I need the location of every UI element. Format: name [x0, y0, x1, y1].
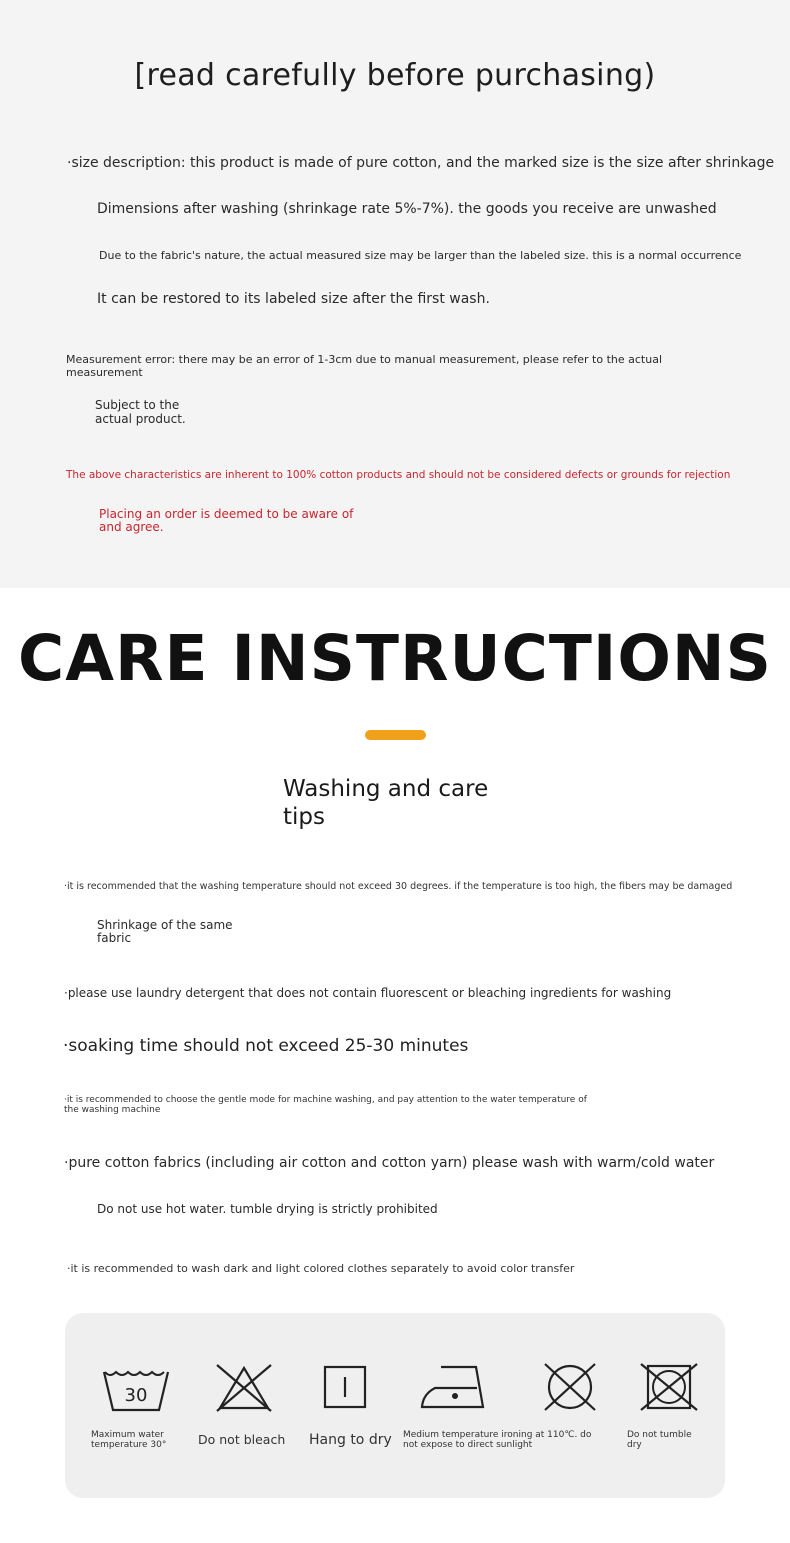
no-tumble-dry-label: Do not tumble dry [627, 1430, 692, 1450]
tip-temperature: ·it is recommended that the washing temperature should not exceed 30 degrees. if the temperature is too high, the fibers may be damaged [64, 881, 733, 892]
care-instructions-title: CARE INSTRUCTIONS [18, 622, 772, 695]
wash-30-icon [102, 1368, 170, 1414]
no-dryclean-icon [540, 1362, 600, 1412]
tip-shrinkage: Shrinkage of the same fabric [97, 918, 233, 945]
tip-hot-water: Do not use hot water. tumble drying is strictly prohibited [97, 1202, 438, 1216]
care-subtitle: Washing and care tips [283, 776, 489, 830]
tip-gentle-mode: ·it is recommended to choose the gentle mode for machine washing, and pay attention to the water temperature of the washing machine [64, 1095, 587, 1115]
no-bleach-icon [213, 1362, 275, 1414]
wash-temperature-number: 30 [124, 1385, 148, 1406]
iron-medium-label: Medium temperature ironing at 110℃. do not expose to direct sunlight [403, 1430, 592, 1450]
accent-bar [365, 730, 426, 740]
subject-to-text: Subject to the actual product. [95, 398, 186, 426]
fabric-nature-text: Due to the fabric's nature, the actual measured size may be larger than the labeled size. this is a normal occurrence [99, 249, 742, 262]
iron-medium-icon [419, 1362, 489, 1412]
inherent-characteristics-text: The above characteristics are inherent to 100% cotton products and should not be considered defects or grounds for rejection [66, 469, 731, 481]
tip-dark-light: ·it is recommended to wash dark and light colored clothes separately to avoid color transfer [67, 1262, 575, 1275]
dimensions-text: Dimensions after washing (shrinkage rate 5%-7%). the goods you receive are unwashed [97, 201, 717, 217]
size-description: ·size description: this product is made of pure cotton, and the marked size is the size after shrinkage [67, 155, 775, 171]
no-tumble-dry-icon [640, 1363, 698, 1411]
tip-detergent: ·please use laundry detergent that does not contain fluorescent or bleaching ingredients for washing [64, 986, 672, 1000]
hang-dry-icon [322, 1364, 368, 1410]
restored-text: It can be restored to its labeled size after the first wash. [97, 291, 490, 307]
no-bleach-label: Do not bleach [198, 1432, 286, 1447]
placing-order-text: Placing an order is deemed to be aware of and agree. [99, 507, 354, 534]
measurement-error-text: Measurement error: there may be an error of 1-3cm due to manual measurement, please refer to the actual measurement [66, 353, 663, 379]
tip-soaking: ·soaking time should not exceed 25-30 minutes [63, 1036, 469, 1056]
hang-dry-label: Hang to dry [309, 1432, 392, 1448]
wash-30-label: Maximum water temperature 30° [91, 1430, 167, 1450]
tip-pure-cotton: ·pure cotton fabrics (including air cotton and cotton yarn) please wash with warm/cold water [64, 1155, 715, 1171]
notice-title: [read carefully before purchasing) [134, 58, 656, 93]
